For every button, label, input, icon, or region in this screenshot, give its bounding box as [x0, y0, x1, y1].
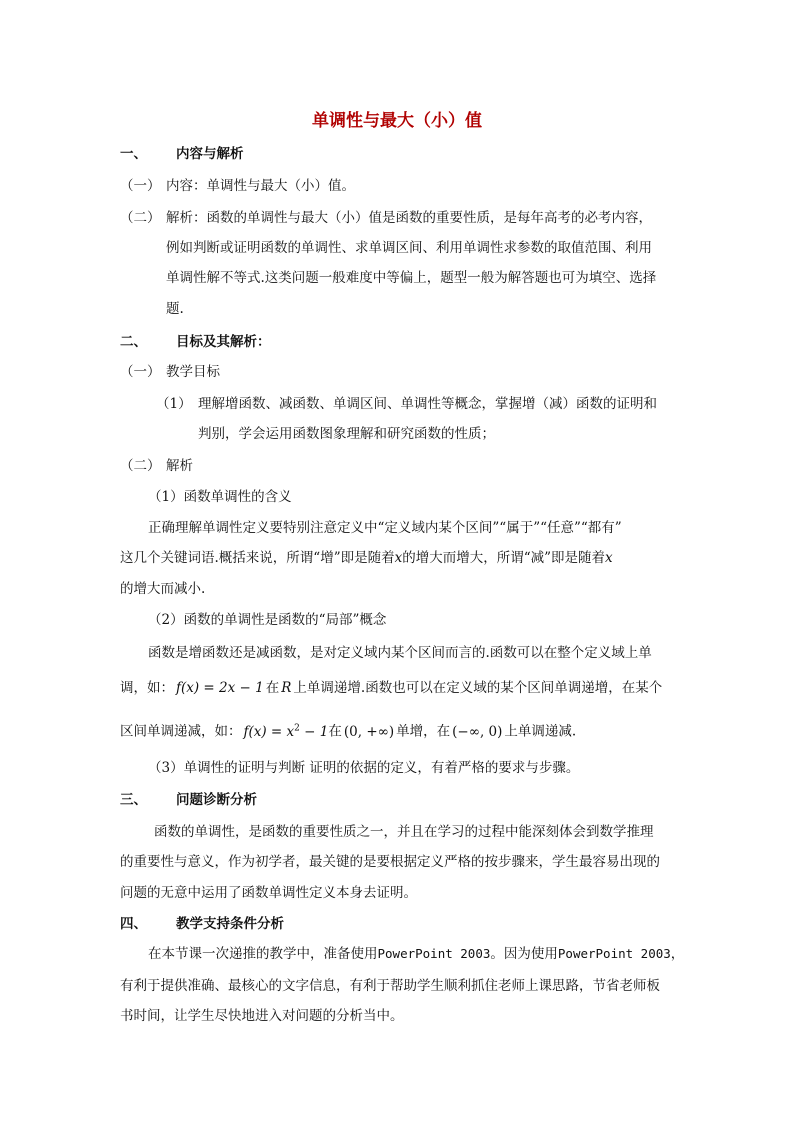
paragraph-line: 例如判断或证明函数的单调性、求单调区间、利用单调性求参数的取值范围、利用 — [166, 240, 652, 256]
paragraph-line: 单调性解不等式.这类问题一般难度中等偏上，题型一般为解答题也可为填空、选择 — [166, 270, 657, 286]
text-run: 调，如： — [120, 680, 174, 696]
interval-positive: (0, +∞) — [343, 723, 395, 740]
paragraph-line: 的增大而减小. — [120, 581, 206, 597]
item-label: （一） — [120, 178, 161, 194]
text-run: 在 — [265, 680, 280, 696]
objective-label: （1） — [156, 396, 192, 412]
paragraph-line: 有利于提供准确、最核心的文字信息，有利于帮助学生顺利抓住老师上课思路，节省老师板 — [120, 978, 660, 994]
section-3-title: 问题诊断分析 — [176, 792, 257, 808]
text-run: 上单调递减. — [504, 723, 577, 740]
subheading-3: （3）单调性的证明与判断 证明的依据的定义，有着严格的要求与步骤。 — [148, 760, 580, 776]
paragraph-line: 题. — [166, 301, 184, 317]
formula-base: f(x) = x — [243, 723, 295, 740]
text-run: 单增，在 — [396, 723, 451, 740]
item-label: （一） — [120, 364, 161, 380]
section-2-title: 目标及其解析： — [176, 334, 271, 350]
section-3-heading — [120, 790, 257, 810]
paragraph-line — [120, 678, 662, 698]
software-name: PowerPoint 2003 — [377, 946, 491, 961]
formula-f-linear: f(x) = 2x − 1 — [176, 680, 264, 696]
software-name: PowerPoint 2003 — [557, 946, 671, 961]
paragraph-line — [120, 718, 576, 742]
paragraph-line: 的重要性与意义，作为初学者，最关键的是要根据定义严格的按步骤来，学生最容易出现的 — [120, 854, 660, 870]
text-run: 这几个关键词语.概括来说，所谓“增”即是随着 — [120, 550, 395, 566]
variable-x: x — [605, 550, 613, 566]
formula-tail: − 1 — [299, 723, 329, 740]
item-text: 解析：函数的单调性与最大（小）值是函数的重要性质，是每年高考的必考内容， — [166, 210, 652, 226]
paragraph-line: 函数是增函数还是减函数，是对定义域内某个区间而言的.函数可以在整个定义域上单 — [148, 645, 652, 661]
paragraph-line — [120, 548, 613, 568]
section-4-number: 四、 — [120, 916, 147, 932]
section-2-heading — [120, 332, 271, 352]
text-run: 在 — [328, 723, 342, 740]
section-2-item-2 — [120, 456, 193, 476]
section-1-item-1 — [120, 176, 355, 196]
subheading-1: （1）函数单调性的含义 — [148, 489, 292, 505]
paragraph-line: 问题的无意中运用了函数单调性定义本身去证明。 — [120, 885, 417, 901]
section-1-title: 内容与解析 — [176, 146, 244, 162]
section-2-number: 二、 — [120, 334, 147, 350]
section-1-heading — [120, 144, 244, 164]
objective-text: 理解增函数、减函数、单调区间、单调性等概念，掌握增（减）函数的证明和 — [198, 396, 657, 412]
variable-x: x — [394, 550, 403, 566]
section-4-heading — [120, 914, 284, 934]
section-1-number: 一、 — [120, 146, 147, 162]
paragraph-line: 正确理解单调性定义要特别注意定义中“定义域内某个区间”“属于”“任意”“都有” — [148, 520, 622, 536]
section-3-number: 三、 — [120, 792, 147, 808]
page-title: 单调性与最大（小）值 — [312, 111, 482, 131]
text-run: ， — [670, 946, 685, 962]
text-run: 。因为使用 — [490, 946, 558, 962]
subheading-2: （2）函数的单调性是函数的“局部”概念 — [148, 612, 387, 628]
set-R: R — [281, 680, 292, 696]
item-text: 解析 — [166, 458, 193, 474]
interval-negative: (−∞, 0) — [452, 723, 503, 740]
paragraph-line: 函数的单调性，是函数的重要性质之一，并且在学习的过程中能深刻体会到数学推理 — [154, 824, 654, 840]
objective-1 — [156, 394, 657, 414]
text-run: 上单调递增.函数也可以在定义域的某个区间单调递增，在某个 — [293, 680, 663, 696]
formula-exponent: 2 — [294, 723, 300, 733]
paragraph-line: 判别，学会运用函数图象理解和研究函数的性质； — [198, 426, 495, 442]
text-run: 的增大而增大，所谓“减”即是随着 — [402, 550, 606, 566]
item-text: 内容：单调性与最大（小）值。 — [166, 178, 355, 194]
text-run: 在本节课一次递推的教学中，准备使用 — [148, 946, 378, 962]
section-1-item-2 — [120, 208, 652, 228]
item-label: （二） — [120, 210, 161, 226]
item-label: （二） — [120, 458, 161, 474]
section-4-title: 教学支持条件分析 — [176, 916, 284, 932]
text-run: 区间单调递减，如： — [120, 723, 242, 740]
paragraph-line: 书时间，让学生尽快地进入对问题的分析当中。 — [120, 1008, 404, 1024]
paragraph-line — [148, 944, 684, 964]
section-2-item-1 — [120, 362, 220, 382]
item-text: 教学目标 — [166, 364, 220, 380]
formula-f-quadratic — [244, 724, 329, 740]
